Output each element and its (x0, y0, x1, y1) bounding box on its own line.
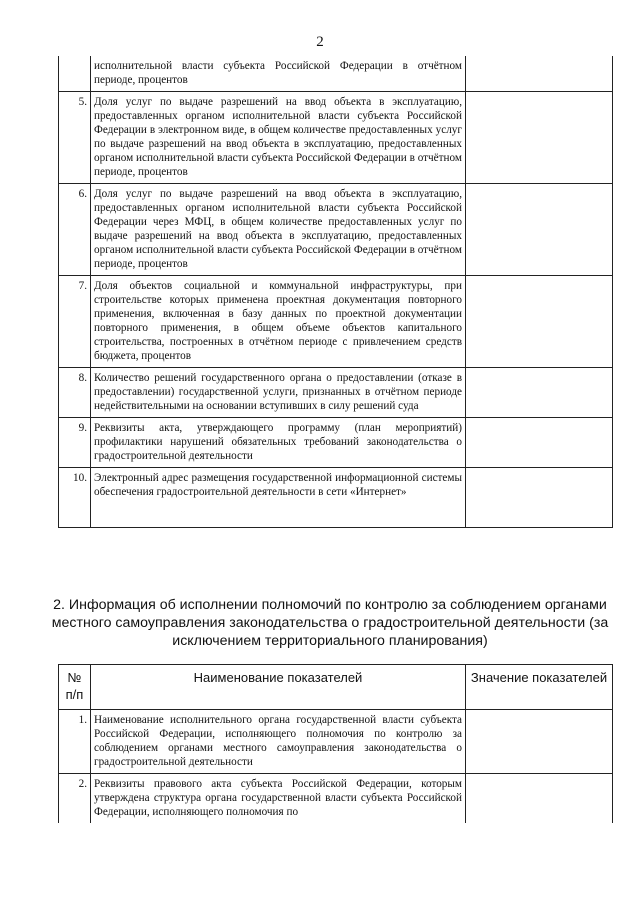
row-number: 1. (59, 710, 91, 774)
row-number: 9. (59, 418, 91, 468)
row-number (59, 56, 91, 92)
indicator-value (466, 368, 613, 418)
control-indicators-table (58, 664, 613, 823)
column-header-value: Значение показателей (466, 665, 613, 710)
row-number: 6. (59, 184, 91, 276)
row-number: 8. (59, 368, 91, 418)
table-row (59, 56, 613, 92)
indicator-value (466, 56, 613, 92)
indicator-value (466, 184, 613, 276)
indicator-value (466, 92, 613, 184)
table-row (59, 368, 613, 418)
section-heading: 2. Информация об исполнении полномочий по контролю за соблюдением органами местного самоуправления законодательства о градостроительной деятельности (за исключением территориального планирования) (51, 597, 609, 649)
row-number: 5. (59, 92, 91, 184)
indicator-value (466, 710, 613, 774)
row-number: 10. (59, 468, 91, 528)
table-row (59, 710, 613, 774)
row-number: 2. (59, 774, 91, 824)
row-number: 7. (59, 276, 91, 368)
table-row (59, 92, 613, 184)
indicator-name: Доля услуг по выдаче разрешений на ввод объекта в эксплуатацию, предоставленных органом исполнительной власти субъекта Российской Федерации в электронном виде, в общем количестве предоставленных услуг по выдаче разрешений на ввод объекта в эксплуатацию, предоставленных органом исполнительной власти субъекта Российской Федерации в отчётном периоде, процентов (91, 92, 466, 184)
table-header-row (59, 665, 613, 710)
indicator-name: Реквизиты правового акта субъекта Российской Федерации, которым утверждена структура органа государственной власти субъекта Российской Федерации, исполняющего полномочия по (91, 774, 466, 824)
column-header-name: Наименование показателей (91, 665, 466, 710)
table-row (59, 774, 613, 824)
indicator-value (466, 468, 613, 528)
table-row (59, 276, 613, 368)
indicator-name: Доля объектов социальной и коммунальной инфраструктуры, при строительстве которых применена проектная документация повторного применения, включенная в базу данных по проектной документации повторного применения, в общем объеме объектов капитального строительства, построенных в отчётном периоде с привлечением средств бюджета, процентов (91, 276, 466, 368)
table-row (59, 418, 613, 468)
indicator-value (466, 418, 613, 468)
page-number: 2 (316, 34, 324, 50)
indicator-name: исполнительной власти субъекта Российской Федерации в отчётном периоде, процентов (91, 56, 466, 92)
indicator-value (466, 276, 613, 368)
indicators-table-continued (58, 56, 613, 528)
column-header-number: № п/п (59, 665, 91, 710)
table-row (59, 468, 613, 528)
table-row (59, 184, 613, 276)
indicator-value (466, 774, 613, 824)
indicator-name: Электронный адрес размещения государственной информационной системы обеспечения градостроительной деятельности в сети «Интернет» (91, 468, 466, 528)
indicator-name: Реквизиты акта, утверждающего программу (план мероприятий) профилактики нарушений обязательных требований законодательства о градостроительной деятельности (91, 418, 466, 468)
indicator-name: Наименование исполнительного органа государственной власти субъекта Российской Федерации, исполняющего полномочия по контролю за соблюдением органами местного самоуправления законодательства о градостроительной деятельности (91, 710, 466, 774)
indicator-name: Доля услуг по выдаче разрешений на ввод объекта в эксплуатацию, предоставленных органом исполнительной власти субъекта Российской Федерации через МФЦ, в общем количестве предоставленных услуг по выдаче разрешений на ввод объекта в эксплуатацию, предоставленных органом исполнительной власти субъекта Российской Федерации в отчётном периоде, процентов (91, 184, 466, 276)
indicator-name: Количество решений государственного органа о предоставлении (отказе в предоставлении) государственной услуги, признанных в отчётном периоде недействительными на основании вступивших в силу решений суда (91, 368, 466, 418)
